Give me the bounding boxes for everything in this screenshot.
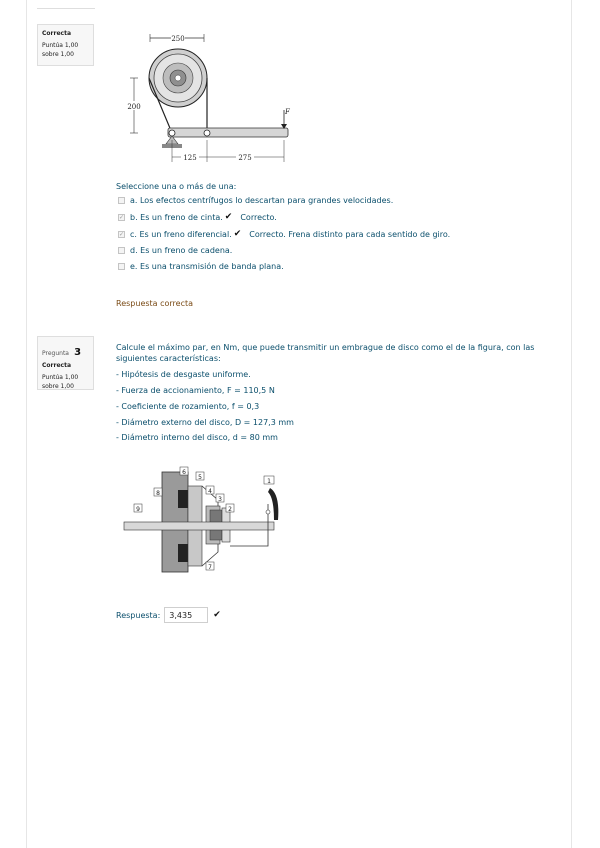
option-c-checkbox[interactable]: ✓ [118,230,125,238]
option-b-feedback: Correcto. [240,212,277,222]
option-d-label: d. Es un freno de cadena. [130,246,233,255]
part-label-1: 1 [267,478,271,485]
list-item: - Coeficiente de rozamiento, f = 0,3 [116,402,260,411]
answer-row [116,607,221,623]
disc-clutch-figure [118,464,288,576]
check-icon: ✔ [224,212,233,222]
option-b-checkbox[interactable]: ✓ [118,213,125,221]
option-c-feedback: Correcto. Frena distinto para cada sentido de giro. [249,229,451,239]
part-label-4: 4 [208,488,212,495]
option-a-checkbox[interactable] [118,197,125,204]
option-a[interactable] [118,196,393,205]
question-grade: Puntúa 1,00 sobre 1,00 [42,374,79,390]
list-item: - Diámetro externo del disco, D = 127,3 mm [116,418,294,427]
option-e-label: e. Es una transmisión de banda plana. [130,262,284,271]
question-grade: Puntúa 1,00 sobre 1,00 [42,42,79,58]
question-state: Correcta [42,30,71,37]
question-text: Calcule el máximo par, en Nm, que puede transmitir un embrague de disco como el de la figura, con las siguientes características: [116,343,535,363]
option-e[interactable] [118,262,284,271]
dim-275: 275 [238,154,252,162]
list-item: - Diámetro interno del disco, d = 80 mm [116,433,278,442]
list-item: - Fuerza de accionamiento, F = 110,5 N [116,386,275,395]
option-c[interactable] [118,229,450,239]
option-d[interactable] [118,246,232,255]
option-b-label: b. Es un freno de cinta. [130,212,223,222]
select-prompt: Seleccione una o más de una: [116,182,237,191]
option-d-checkbox[interactable] [118,247,125,254]
question-3-info [37,336,94,390]
option-e-checkbox[interactable] [118,263,125,270]
part-label-6: 6 [182,469,186,476]
answer-label: Respuesta: [116,610,161,620]
divider [37,8,95,9]
question-2-info [37,24,94,66]
force-label: F [285,108,290,116]
option-a-label: a. Los efectos centrífugos lo descartan para grandes velocidades. [130,196,394,205]
part-label-8: 8 [156,490,160,497]
question-number: Pregunta 3 [42,347,82,358]
part-label-9: 9 [136,506,140,513]
page-frame [26,0,572,848]
dim-125: 125 [183,154,197,162]
right-answer-feedback: Respuesta correcta [116,299,194,308]
part-label-2: 2 [228,506,232,513]
part-label-3: 3 [218,496,222,503]
check-icon: ✔ [213,610,221,620]
check-icon: ✔ [233,229,242,239]
answer-input[interactable]: 3,435 [164,607,208,623]
list-item: - Hipótesis de desgaste uniforme. [116,370,251,379]
dim-250: 250 [171,35,185,43]
option-b[interactable] [118,212,277,222]
part-label-5: 5 [198,474,202,481]
question-state: Correcta [42,362,71,369]
dim-200: 200 [127,103,141,111]
band-brake-figure [124,30,294,165]
part-label-7: 7 [208,564,212,571]
option-c-label: c. Es un freno diferencial. [130,229,232,239]
